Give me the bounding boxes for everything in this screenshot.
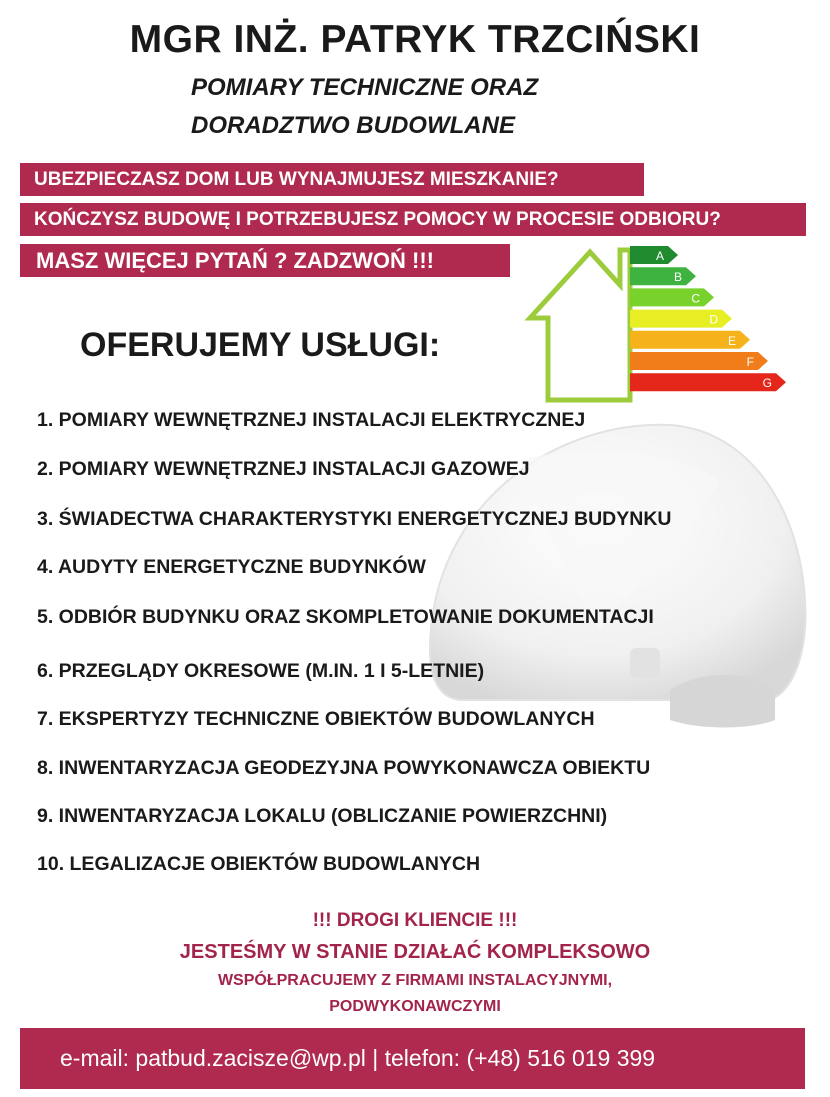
service-item-3: 3. ŚWIADECTWA CHARAKTERYSTYKI ENERGETYCZNEJ BUDYNKU: [37, 508, 672, 530]
energy-class-d-label: D: [709, 312, 718, 327]
service-item-10: 10. LEGALIZACJE OBIEKTÓW BUDOWLANYCH: [37, 853, 481, 875]
subtitle-line-2: DORADZTWO BUDOWLANE: [191, 112, 515, 139]
energy-class-c-bar: [630, 288, 714, 306]
contact-footer: e-mail: patbud.zacisze@wp.pl | telefon: (+48) 516 019 399: [20, 1028, 805, 1089]
service-item-2: 2. POMIARY WEWNĘTRZNEJ INSTALACJI GAZOWEJ: [37, 458, 530, 480]
energy-class-b-label: B: [673, 270, 682, 285]
service-item-1: 1. POMIARY WEWNĘTRZNEJ INSTALACJI ELEKTRYCZNEJ: [37, 409, 586, 431]
energy-class-a-label: A: [655, 249, 664, 263]
service-item-9: 9. INWENTARYZACJA LOKALU (OBLICZANIE POWIERZCHNI): [37, 805, 608, 827]
energy-class-b-bar: [630, 267, 696, 285]
services-heading: OFERUJEMY USŁUGI:: [80, 326, 441, 364]
house-outline-icon: [530, 250, 630, 400]
banner-call-us: MASZ WIĘCEJ PYTAŃ ? ZADZWOŃ !!!: [20, 244, 510, 277]
closing-cooperation-2: PODWYKONAWCZYMI: [329, 998, 501, 1015]
closing-greeting: !!! DROGI KLIENCIE !!!: [312, 910, 518, 931]
closing-cooperation-1: WSPÓŁPRACUJEMY Z FIRMAMI INSTALACYJNYMI,: [217, 972, 613, 989]
banner-insurance-question: UBEZPIECZASZ DOM LUB WYNAJMUJESZ MIESZKANIE?: [20, 163, 644, 196]
energy-class-g-label: G: [762, 376, 772, 391]
closing-statement: JESTEŚMY W STANIE DZIAŁAĆ KOMPLEKSOWO: [179, 941, 651, 963]
energy-class-c-label: C: [691, 291, 700, 306]
banner-construction-question: KOŃCZYSZ BUDOWĘ I POTRZEBUJESZ POMOCY W PROCESIE ODBIORU?: [20, 203, 806, 236]
energy-class-f-label: F: [746, 355, 754, 369]
subtitle-line-1: POMIARY TECHNICZNE ORAZ: [191, 74, 539, 101]
energy-class-e-label: E: [727, 333, 736, 348]
helmet-image: [400, 400, 820, 740]
energy-class-a-bar: [630, 246, 678, 264]
energy-label-graphic: [520, 240, 795, 405]
page-title: MGR INŻ. PATRYK TRZCIŃSKI: [129, 18, 701, 61]
service-item-7: 7. EKSPERTYZY TECHNICZNE OBIEKTÓW BUDOWLANYCH: [37, 708, 595, 730]
service-item-8: 8. INWENTARYZACJA GEODEZYJNA POWYKONAWCZA OBIEKTU: [37, 757, 651, 779]
service-item-5: 5. ODBIÓR BUDYNKU ORAZ SKOMPLETOWANIE DOKUMENTACJI: [37, 606, 654, 628]
service-item-6: 6. PRZEGLĄDY OKRESOWE (M.IN. 1 I 5-LETNIE): [37, 660, 485, 682]
service-item-4: 4. AUDYTY ENERGETYCZNE BUDYNKÓW: [37, 556, 426, 578]
